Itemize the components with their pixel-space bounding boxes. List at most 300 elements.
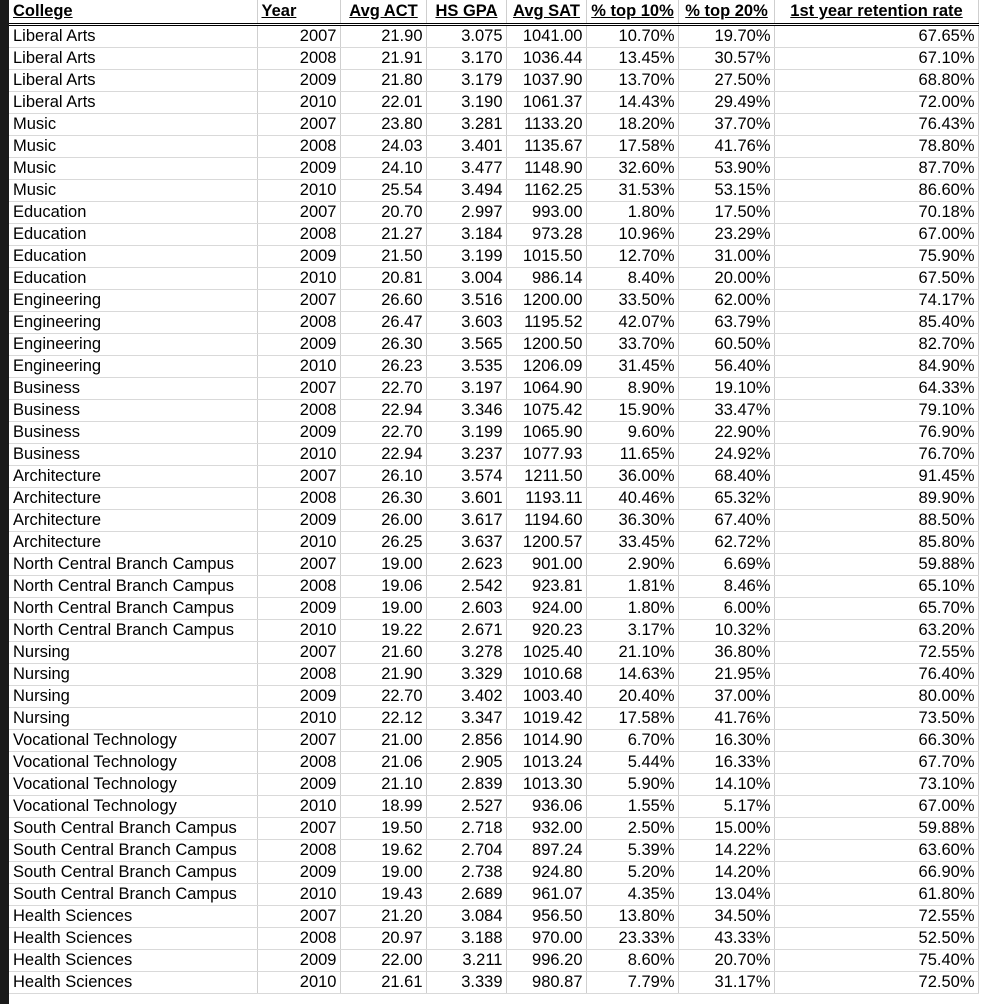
cell-avg-sat[interactable]: 980.87 xyxy=(506,972,586,994)
cell-pct-top10[interactable]: 8.90% xyxy=(586,378,678,400)
cell-retention-rate[interactable]: 67.65% xyxy=(774,25,978,48)
cell-avg-sat[interactable]: 923.81 xyxy=(506,576,586,598)
cell-college[interactable]: North Central Branch Campus xyxy=(9,598,257,620)
cell-avg-act[interactable]: 18.99 xyxy=(340,796,426,818)
cell-avg-sat[interactable]: 1003.40 xyxy=(506,686,586,708)
cell-pct-top20[interactable]: 33.47% xyxy=(678,400,774,422)
cell-year[interactable]: 2010 xyxy=(257,532,340,554)
cell-college[interactable]: Engineering xyxy=(9,312,257,334)
cell-pct-top20[interactable]: 67.40% xyxy=(678,510,774,532)
cell-hs-gpa[interactable]: 3.170 xyxy=(426,48,506,70)
cell-pct-top20[interactable]: 31.00% xyxy=(678,246,774,268)
cell-year[interactable]: 2008 xyxy=(257,48,340,70)
cell-pct-top20[interactable]: 8.46% xyxy=(678,576,774,598)
cell-avg-act[interactable]: 22.00 xyxy=(340,950,426,972)
cell-hs-gpa[interactable]: 3.601 xyxy=(426,488,506,510)
cell-avg-act[interactable]: 22.70 xyxy=(340,422,426,444)
cell-pct-top10[interactable]: 11.65% xyxy=(586,444,678,466)
cell-avg-sat[interactable]: 1193.11 xyxy=(506,488,586,510)
cell-retention-rate[interactable]: 89.90% xyxy=(774,488,978,510)
cell-pct-top20[interactable]: 65.32% xyxy=(678,488,774,510)
cell-retention-rate[interactable]: 70.18% xyxy=(774,202,978,224)
cell-retention-rate[interactable]: 67.50% xyxy=(774,268,978,290)
cell-year[interactable]: 2008 xyxy=(257,136,340,158)
cell-retention-rate[interactable]: 73.50% xyxy=(774,708,978,730)
cell-avg-sat[interactable]: 1036.44 xyxy=(506,48,586,70)
cell-pct-top10[interactable]: 13.80% xyxy=(586,906,678,928)
cell-year[interactable]: 2007 xyxy=(257,466,340,488)
cell-pct-top10[interactable]: 33.50% xyxy=(586,290,678,312)
cell-year[interactable]: 2009 xyxy=(257,246,340,268)
cell-pct-top10[interactable]: 20.40% xyxy=(586,686,678,708)
cell-hs-gpa[interactable]: 3.617 xyxy=(426,510,506,532)
cell-retention-rate[interactable]: 76.40% xyxy=(774,664,978,686)
cell-avg-sat[interactable]: 1025.40 xyxy=(506,642,586,664)
cell-college[interactable]: North Central Branch Campus xyxy=(9,620,257,642)
cell-year[interactable]: 2008 xyxy=(257,576,340,598)
cell-pct-top20[interactable]: 6.00% xyxy=(678,598,774,620)
cell-hs-gpa[interactable]: 3.516 xyxy=(426,290,506,312)
cell-avg-sat[interactable]: 1064.90 xyxy=(506,378,586,400)
cell-college[interactable]: Engineering xyxy=(9,290,257,312)
cell-avg-sat[interactable]: 936.06 xyxy=(506,796,586,818)
cell-year[interactable]: 2009 xyxy=(257,422,340,444)
cell-pct-top10[interactable]: 1.80% xyxy=(586,598,678,620)
cell-pct-top10[interactable]: 36.00% xyxy=(586,466,678,488)
cell-avg-act[interactable]: 19.62 xyxy=(340,840,426,862)
cell-hs-gpa[interactable]: 2.689 xyxy=(426,884,506,906)
cell-avg-sat[interactable]: 1041.00 xyxy=(506,25,586,48)
cell-pct-top10[interactable]: 6.70% xyxy=(586,730,678,752)
cell-retention-rate[interactable]: 65.10% xyxy=(774,576,978,598)
cell-year[interactable]: 2007 xyxy=(257,906,340,928)
cell-pct-top10[interactable]: 14.63% xyxy=(586,664,678,686)
cell-hs-gpa[interactable]: 2.997 xyxy=(426,202,506,224)
cell-college[interactable]: Nursing xyxy=(9,686,257,708)
cell-hs-gpa[interactable]: 3.329 xyxy=(426,664,506,686)
cell-avg-sat[interactable]: 1206.09 xyxy=(506,356,586,378)
cell-pct-top10[interactable]: 32.60% xyxy=(586,158,678,180)
cell-avg-sat[interactable]: 973.28 xyxy=(506,224,586,246)
cell-year[interactable]: 2010 xyxy=(257,180,340,202)
cell-retention-rate[interactable]: 91.45% xyxy=(774,466,978,488)
cell-year[interactable]: 2008 xyxy=(257,224,340,246)
cell-retention-rate[interactable]: 64.33% xyxy=(774,378,978,400)
cell-avg-sat[interactable]: 1200.00 xyxy=(506,290,586,312)
cell-avg-act[interactable]: 26.10 xyxy=(340,466,426,488)
cell-hs-gpa[interactable]: 3.184 xyxy=(426,224,506,246)
cell-retention-rate[interactable]: 59.88% xyxy=(774,554,978,576)
cell-avg-act[interactable]: 19.00 xyxy=(340,598,426,620)
cell-year[interactable]: 2007 xyxy=(257,202,340,224)
cell-college[interactable]: Health Sciences xyxy=(9,928,257,950)
cell-avg-act[interactable]: 21.80 xyxy=(340,70,426,92)
cell-pct-top20[interactable]: 22.90% xyxy=(678,422,774,444)
cell-hs-gpa[interactable]: 2.856 xyxy=(426,730,506,752)
cell-year[interactable]: 2007 xyxy=(257,554,340,576)
cell-pct-top20[interactable]: 41.76% xyxy=(678,136,774,158)
cell-year[interactable]: 2007 xyxy=(257,730,340,752)
cell-year[interactable]: 2007 xyxy=(257,818,340,840)
cell-hs-gpa[interactable]: 3.477 xyxy=(426,158,506,180)
cell-retention-rate[interactable]: 68.80% xyxy=(774,70,978,92)
cell-avg-sat[interactable]: 1065.90 xyxy=(506,422,586,444)
cell-pct-top20[interactable]: 6.69% xyxy=(678,554,774,576)
cell-pct-top20[interactable]: 24.92% xyxy=(678,444,774,466)
cell-pct-top20[interactable]: 19.10% xyxy=(678,378,774,400)
cell-pct-top10[interactable]: 31.45% xyxy=(586,356,678,378)
cell-pct-top20[interactable]: 15.00% xyxy=(678,818,774,840)
cell-hs-gpa[interactable]: 2.527 xyxy=(426,796,506,818)
cell-retention-rate[interactable]: 76.90% xyxy=(774,422,978,444)
cell-hs-gpa[interactable]: 3.199 xyxy=(426,422,506,444)
cell-pct-top20[interactable]: 30.57% xyxy=(678,48,774,70)
cell-avg-sat[interactable]: 1211.50 xyxy=(506,466,586,488)
cell-college[interactable]: Health Sciences xyxy=(9,950,257,972)
cell-pct-top10[interactable]: 36.30% xyxy=(586,510,678,532)
cell-avg-sat[interactable]: 1037.90 xyxy=(506,70,586,92)
cell-year[interactable]: 2009 xyxy=(257,70,340,92)
cell-avg-sat[interactable]: 956.50 xyxy=(506,906,586,928)
cell-avg-act[interactable]: 21.50 xyxy=(340,246,426,268)
cell-pct-top10[interactable]: 1.81% xyxy=(586,576,678,598)
cell-retention-rate[interactable]: 66.30% xyxy=(774,730,978,752)
cell-pct-top10[interactable]: 5.90% xyxy=(586,774,678,796)
cell-year[interactable]: 2007 xyxy=(257,642,340,664)
cell-avg-act[interactable]: 21.90 xyxy=(340,25,426,48)
cell-hs-gpa[interactable]: 3.004 xyxy=(426,268,506,290)
cell-avg-sat[interactable]: 1133.20 xyxy=(506,114,586,136)
cell-avg-act[interactable]: 22.12 xyxy=(340,708,426,730)
cell-college[interactable]: North Central Branch Campus xyxy=(9,554,257,576)
cell-pct-top10[interactable]: 3.17% xyxy=(586,620,678,642)
cell-avg-sat[interactable]: 1015.50 xyxy=(506,246,586,268)
cell-pct-top10[interactable]: 18.20% xyxy=(586,114,678,136)
cell-college[interactable]: Engineering xyxy=(9,356,257,378)
cell-year[interactable]: 2010 xyxy=(257,972,340,994)
cell-hs-gpa[interactable]: 3.402 xyxy=(426,686,506,708)
column-header-hs-gpa[interactable]: HS GPA xyxy=(426,0,506,25)
cell-year[interactable]: 2008 xyxy=(257,488,340,510)
cell-pct-top20[interactable]: 63.79% xyxy=(678,312,774,334)
cell-pct-top10[interactable]: 7.79% xyxy=(586,972,678,994)
cell-hs-gpa[interactable]: 3.190 xyxy=(426,92,506,114)
cell-retention-rate[interactable]: 63.60% xyxy=(774,840,978,862)
cell-college[interactable]: Architecture xyxy=(9,466,257,488)
cell-year[interactable]: 2009 xyxy=(257,158,340,180)
cell-year[interactable]: 2007 xyxy=(257,114,340,136)
cell-retention-rate[interactable]: 75.90% xyxy=(774,246,978,268)
cell-avg-act[interactable]: 26.60 xyxy=(340,290,426,312)
cell-college[interactable]: Business xyxy=(9,378,257,400)
cell-avg-act[interactable]: 21.91 xyxy=(340,48,426,70)
cell-pct-top10[interactable]: 10.70% xyxy=(586,25,678,48)
cell-college[interactable]: Liberal Arts xyxy=(9,48,257,70)
cell-avg-sat[interactable]: 1135.67 xyxy=(506,136,586,158)
cell-college[interactable]: Education xyxy=(9,268,257,290)
cell-hs-gpa[interactable]: 3.188 xyxy=(426,928,506,950)
cell-college[interactable]: South Central Branch Campus xyxy=(9,818,257,840)
cell-hs-gpa[interactable]: 2.738 xyxy=(426,862,506,884)
cell-hs-gpa[interactable]: 3.565 xyxy=(426,334,506,356)
cell-avg-act[interactable]: 19.06 xyxy=(340,576,426,598)
cell-pct-top20[interactable]: 29.49% xyxy=(678,92,774,114)
cell-retention-rate[interactable]: 79.10% xyxy=(774,400,978,422)
cell-avg-act[interactable]: 23.80 xyxy=(340,114,426,136)
cell-hs-gpa[interactable]: 3.075 xyxy=(426,25,506,48)
cell-pct-top20[interactable]: 60.50% xyxy=(678,334,774,356)
cell-pct-top10[interactable]: 17.58% xyxy=(586,708,678,730)
cell-pct-top10[interactable]: 5.44% xyxy=(586,752,678,774)
cell-avg-act[interactable]: 21.10 xyxy=(340,774,426,796)
cell-avg-sat[interactable]: 1013.30 xyxy=(506,774,586,796)
cell-retention-rate[interactable]: 85.80% xyxy=(774,532,978,554)
cell-avg-sat[interactable]: 996.20 xyxy=(506,950,586,972)
cell-avg-sat[interactable]: 1162.25 xyxy=(506,180,586,202)
cell-avg-act[interactable]: 24.10 xyxy=(340,158,426,180)
cell-pct-top20[interactable]: 31.17% xyxy=(678,972,774,994)
cell-year[interactable]: 2008 xyxy=(257,752,340,774)
cell-pct-top20[interactable]: 14.22% xyxy=(678,840,774,862)
cell-college[interactable]: Health Sciences xyxy=(9,906,257,928)
column-header-pct-top10[interactable]: % top 10% xyxy=(586,0,678,25)
cell-avg-sat[interactable]: 932.00 xyxy=(506,818,586,840)
cell-avg-act[interactable]: 19.50 xyxy=(340,818,426,840)
cell-pct-top10[interactable]: 5.39% xyxy=(586,840,678,862)
cell-hs-gpa[interactable]: 3.179 xyxy=(426,70,506,92)
cell-year[interactable]: 2010 xyxy=(257,796,340,818)
cell-college[interactable]: Music xyxy=(9,158,257,180)
cell-hs-gpa[interactable]: 2.623 xyxy=(426,554,506,576)
cell-pct-top20[interactable]: 62.72% xyxy=(678,532,774,554)
cell-college[interactable]: North Central Branch Campus xyxy=(9,576,257,598)
cell-pct-top10[interactable]: 9.60% xyxy=(586,422,678,444)
cell-avg-sat[interactable]: 1019.42 xyxy=(506,708,586,730)
cell-year[interactable]: 2010 xyxy=(257,268,340,290)
cell-hs-gpa[interactable]: 3.637 xyxy=(426,532,506,554)
cell-avg-act[interactable]: 22.70 xyxy=(340,378,426,400)
cell-pct-top20[interactable]: 19.70% xyxy=(678,25,774,48)
cell-retention-rate[interactable]: 67.00% xyxy=(774,224,978,246)
column-header-avg-sat[interactable]: Avg SAT xyxy=(506,0,586,25)
cell-year[interactable]: 2009 xyxy=(257,334,340,356)
cell-avg-act[interactable]: 21.06 xyxy=(340,752,426,774)
cell-avg-sat[interactable]: 1194.60 xyxy=(506,510,586,532)
cell-year[interactable]: 2007 xyxy=(257,378,340,400)
cell-pct-top10[interactable]: 13.45% xyxy=(586,48,678,70)
cell-retention-rate[interactable]: 72.00% xyxy=(774,92,978,114)
cell-year[interactable]: 2009 xyxy=(257,950,340,972)
cell-hs-gpa[interactable]: 3.197 xyxy=(426,378,506,400)
cell-pct-top10[interactable]: 33.45% xyxy=(586,532,678,554)
cell-pct-top10[interactable]: 21.10% xyxy=(586,642,678,664)
cell-avg-act[interactable]: 21.27 xyxy=(340,224,426,246)
cell-avg-act[interactable]: 20.81 xyxy=(340,268,426,290)
cell-year[interactable]: 2010 xyxy=(257,884,340,906)
cell-avg-sat[interactable]: 924.00 xyxy=(506,598,586,620)
cell-retention-rate[interactable]: 88.50% xyxy=(774,510,978,532)
cell-year[interactable]: 2008 xyxy=(257,400,340,422)
cell-retention-rate[interactable]: 61.80% xyxy=(774,884,978,906)
cell-pct-top10[interactable]: 8.60% xyxy=(586,950,678,972)
cell-college[interactable]: Architecture xyxy=(9,532,257,554)
cell-hs-gpa[interactable]: 3.281 xyxy=(426,114,506,136)
cell-retention-rate[interactable]: 78.80% xyxy=(774,136,978,158)
cell-hs-gpa[interactable]: 2.542 xyxy=(426,576,506,598)
cell-college[interactable]: Education xyxy=(9,202,257,224)
cell-retention-rate[interactable]: 75.40% xyxy=(774,950,978,972)
cell-hs-gpa[interactable]: 3.535 xyxy=(426,356,506,378)
cell-avg-sat[interactable]: 1200.57 xyxy=(506,532,586,554)
cell-college[interactable]: Vocational Technology xyxy=(9,796,257,818)
cell-pct-top10[interactable]: 40.46% xyxy=(586,488,678,510)
cell-retention-rate[interactable]: 65.70% xyxy=(774,598,978,620)
cell-pct-top20[interactable]: 5.17% xyxy=(678,796,774,818)
cell-year[interactable]: 2010 xyxy=(257,620,340,642)
cell-college[interactable]: Nursing xyxy=(9,642,257,664)
cell-hs-gpa[interactable]: 2.704 xyxy=(426,840,506,862)
cell-avg-act[interactable]: 21.61 xyxy=(340,972,426,994)
cell-pct-top20[interactable]: 14.20% xyxy=(678,862,774,884)
cell-avg-act[interactable]: 19.43 xyxy=(340,884,426,906)
cell-avg-act[interactable]: 20.97 xyxy=(340,928,426,950)
cell-hs-gpa[interactable]: 3.603 xyxy=(426,312,506,334)
cell-avg-sat[interactable]: 1061.37 xyxy=(506,92,586,114)
cell-retention-rate[interactable]: 76.70% xyxy=(774,444,978,466)
cell-retention-rate[interactable]: 67.70% xyxy=(774,752,978,774)
cell-avg-sat[interactable]: 993.00 xyxy=(506,202,586,224)
cell-year[interactable]: 2010 xyxy=(257,92,340,114)
cell-pct-top10[interactable]: 23.33% xyxy=(586,928,678,950)
cell-year[interactable]: 2008 xyxy=(257,664,340,686)
cell-pct-top20[interactable]: 53.90% xyxy=(678,158,774,180)
cell-hs-gpa[interactable]: 3.237 xyxy=(426,444,506,466)
cell-pct-top10[interactable]: 33.70% xyxy=(586,334,678,356)
cell-avg-act[interactable]: 19.00 xyxy=(340,554,426,576)
cell-year[interactable]: 2008 xyxy=(257,840,340,862)
cell-retention-rate[interactable]: 76.43% xyxy=(774,114,978,136)
cell-hs-gpa[interactable]: 2.671 xyxy=(426,620,506,642)
cell-college[interactable]: Music xyxy=(9,180,257,202)
cell-pct-top10[interactable]: 15.90% xyxy=(586,400,678,422)
cell-retention-rate[interactable]: 66.90% xyxy=(774,862,978,884)
cell-college[interactable]: Nursing xyxy=(9,708,257,730)
cell-college[interactable]: South Central Branch Campus xyxy=(9,862,257,884)
cell-pct-top20[interactable]: 21.95% xyxy=(678,664,774,686)
cell-pct-top10[interactable]: 4.35% xyxy=(586,884,678,906)
cell-pct-top20[interactable]: 62.00% xyxy=(678,290,774,312)
cell-pct-top20[interactable]: 20.70% xyxy=(678,950,774,972)
cell-avg-sat[interactable]: 970.00 xyxy=(506,928,586,950)
cell-retention-rate[interactable]: 73.10% xyxy=(774,774,978,796)
cell-pct-top10[interactable]: 12.70% xyxy=(586,246,678,268)
cell-year[interactable]: 2009 xyxy=(257,862,340,884)
cell-college[interactable]: Education xyxy=(9,224,257,246)
cell-avg-sat[interactable]: 1195.52 xyxy=(506,312,586,334)
column-header-college[interactable]: College xyxy=(9,0,257,25)
cell-college[interactable]: Vocational Technology xyxy=(9,774,257,796)
cell-retention-rate[interactable]: 72.50% xyxy=(774,972,978,994)
cell-retention-rate[interactable]: 63.20% xyxy=(774,620,978,642)
cell-avg-sat[interactable]: 1010.68 xyxy=(506,664,586,686)
cell-avg-sat[interactable]: 986.14 xyxy=(506,268,586,290)
cell-college[interactable]: Business xyxy=(9,422,257,444)
cell-avg-act[interactable]: 19.22 xyxy=(340,620,426,642)
cell-avg-act[interactable]: 21.60 xyxy=(340,642,426,664)
cell-pct-top10[interactable]: 42.07% xyxy=(586,312,678,334)
cell-college[interactable]: Music xyxy=(9,136,257,158)
cell-pct-top10[interactable]: 17.58% xyxy=(586,136,678,158)
cell-retention-rate[interactable]: 82.70% xyxy=(774,334,978,356)
cell-avg-act[interactable]: 26.47 xyxy=(340,312,426,334)
cell-year[interactable]: 2009 xyxy=(257,598,340,620)
cell-pct-top20[interactable]: 17.50% xyxy=(678,202,774,224)
cell-pct-top20[interactable]: 27.50% xyxy=(678,70,774,92)
cell-avg-sat[interactable]: 961.07 xyxy=(506,884,586,906)
cell-hs-gpa[interactable]: 2.718 xyxy=(426,818,506,840)
column-header-year[interactable]: Year xyxy=(257,0,340,25)
cell-pct-top20[interactable]: 13.04% xyxy=(678,884,774,906)
cell-avg-act[interactable]: 26.23 xyxy=(340,356,426,378)
cell-hs-gpa[interactable]: 3.346 xyxy=(426,400,506,422)
cell-retention-rate[interactable]: 72.55% xyxy=(774,906,978,928)
cell-avg-act[interactable]: 24.03 xyxy=(340,136,426,158)
cell-retention-rate[interactable]: 85.40% xyxy=(774,312,978,334)
cell-college[interactable]: South Central Branch Campus xyxy=(9,840,257,862)
cell-college[interactable]: Vocational Technology xyxy=(9,730,257,752)
cell-college[interactable]: Liberal Arts xyxy=(9,92,257,114)
cell-year[interactable]: 2010 xyxy=(257,708,340,730)
cell-pct-top10[interactable]: 2.90% xyxy=(586,554,678,576)
cell-retention-rate[interactable]: 72.55% xyxy=(774,642,978,664)
cell-year[interactable]: 2008 xyxy=(257,312,340,334)
cell-year[interactable]: 2007 xyxy=(257,25,340,48)
cell-hs-gpa[interactable]: 2.839 xyxy=(426,774,506,796)
cell-college[interactable]: Liberal Arts xyxy=(9,25,257,48)
cell-pct-top20[interactable]: 10.32% xyxy=(678,620,774,642)
cell-pct-top20[interactable]: 37.00% xyxy=(678,686,774,708)
cell-hs-gpa[interactable]: 2.603 xyxy=(426,598,506,620)
cell-pct-top20[interactable]: 14.10% xyxy=(678,774,774,796)
cell-hs-gpa[interactable]: 3.211 xyxy=(426,950,506,972)
cell-year[interactable]: 2008 xyxy=(257,928,340,950)
cell-retention-rate[interactable]: 74.17% xyxy=(774,290,978,312)
cell-college[interactable]: Music xyxy=(9,114,257,136)
cell-pct-top10[interactable]: 2.50% xyxy=(586,818,678,840)
cell-hs-gpa[interactable]: 3.347 xyxy=(426,708,506,730)
cell-avg-sat[interactable]: 1013.24 xyxy=(506,752,586,774)
cell-pct-top20[interactable]: 56.40% xyxy=(678,356,774,378)
cell-pct-top10[interactable]: 14.43% xyxy=(586,92,678,114)
cell-avg-sat[interactable]: 897.24 xyxy=(506,840,586,862)
cell-retention-rate[interactable]: 67.00% xyxy=(774,796,978,818)
cell-avg-act[interactable]: 21.20 xyxy=(340,906,426,928)
cell-college[interactable]: Architecture xyxy=(9,510,257,532)
cell-college[interactable]: Education xyxy=(9,246,257,268)
cell-pct-top10[interactable]: 13.70% xyxy=(586,70,678,92)
cell-avg-sat[interactable]: 901.00 xyxy=(506,554,586,576)
cell-pct-top20[interactable]: 34.50% xyxy=(678,906,774,928)
cell-avg-act[interactable]: 25.54 xyxy=(340,180,426,202)
cell-avg-act[interactable]: 22.70 xyxy=(340,686,426,708)
cell-retention-rate[interactable]: 67.10% xyxy=(774,48,978,70)
column-header-retention-rate[interactable]: 1st year retention rate xyxy=(774,0,978,25)
cell-pct-top20[interactable]: 37.70% xyxy=(678,114,774,136)
cell-avg-act[interactable]: 22.01 xyxy=(340,92,426,114)
cell-avg-act[interactable]: 26.00 xyxy=(340,510,426,532)
cell-pct-top10[interactable]: 1.80% xyxy=(586,202,678,224)
cell-college[interactable]: Nursing xyxy=(9,664,257,686)
